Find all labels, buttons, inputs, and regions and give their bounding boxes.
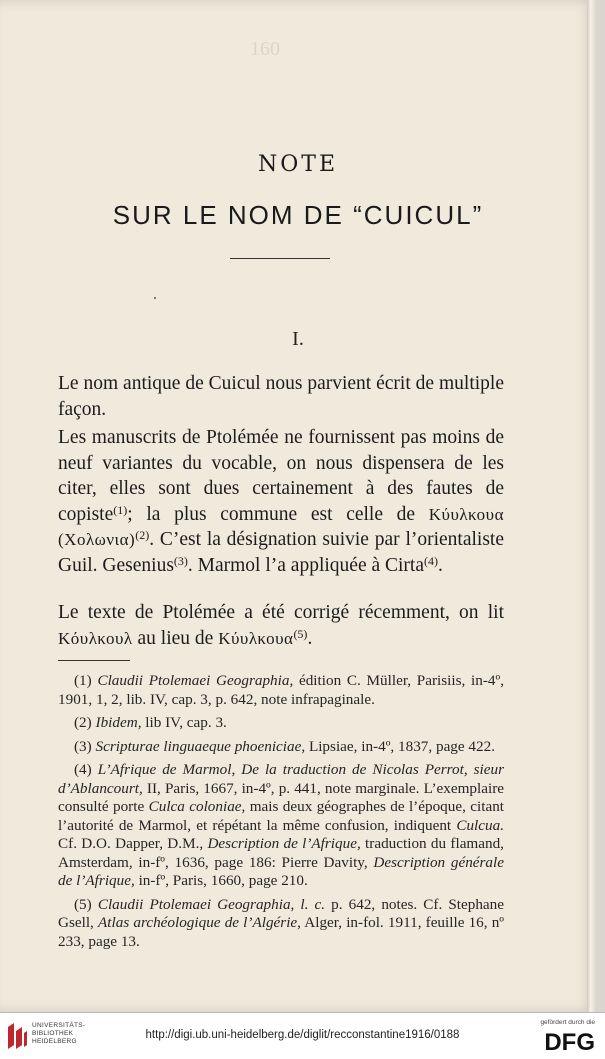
footnote-4-work-4: Description de l’Afrique, (207, 835, 361, 852)
footnote-4-work: L’Afrique de Marmol, De la traduction de Nicolas Perrot, sieur d’Ablancourt, (58, 761, 505, 797)
footnote-1-work: Claudii Ptolemaei Geographia, (97, 672, 294, 689)
footnotes (58, 672, 504, 956)
footnote-4-text-2: mais deux géographes de l’époque, citant l’autorité de Marmol, et répétant la même confusion, indiquent (58, 798, 505, 834)
footnote-4-text-1: II, Paris, 1667, in-4º, p. 441, note marginale. L’exemplaire consulté porte (58, 779, 504, 815)
footnote-2-text: lib IV, cap. 3. (141, 714, 227, 731)
footnote-4-work-5: Description générale de l’Afrique, (58, 853, 504, 889)
paragraph-1-text: Le nom antique de Cuicul nous parvient écrit de multiple façon. (58, 373, 504, 420)
footnote-1-number: (1) (74, 672, 92, 689)
footnote-4-work-3: Culcua. (456, 816, 504, 834)
p2-text-c: . C’est la désignation suivie par l’orientaliste Guil. Gesenius (58, 529, 504, 576)
footnote-4-number: (4) (74, 761, 92, 778)
bleed-through-text: 160 (250, 38, 280, 60)
source-url-link[interactable]: http://digi.ub.uni-heidelberg.de/diglit/recconstantine1916/0188 (145, 1029, 460, 1041)
footnote-1-text: édition C. Müller, Parisiis, in-4º, 1901, 1, 2, lib. IV, cap. 3, p. 642, note infrapaginale. (58, 672, 505, 708)
footnote-5 (58, 896, 504, 952)
footnote-5-work: Claudii Ptolemaei Geographia, l. c. (97, 895, 326, 913)
title-divider (230, 258, 330, 259)
library-name: UNIVERSITÄTS- BIBLIOTHEK HEIDELBERG (32, 1022, 86, 1045)
footnote-4-text-4: traduction du flamand, Amsterdam, in-fº, 1636, page 186: Pierre Davity, (58, 835, 504, 871)
p2-text-d: . Marmol l’a appliquée à Cirta (187, 554, 424, 576)
footnote-2-work: Ibidem, (95, 714, 142, 731)
footnote-ref-1[interactable]: (1) (113, 502, 128, 517)
p2-text-a: Les manuscrits de Ptolémée ne fournissent pas moins de neuf variantes du vocable, on nous dispensera de les citer, elles sont dues certainement à des fautes de copiste (58, 427, 504, 525)
footnote-3-work: Scripturae linguaeque phoeniciae, (95, 737, 306, 755)
footnote-ref-2[interactable]: (2) (135, 528, 150, 543)
footnote-3-text: Lipsiae, in-4º, 1837, page 422. (305, 737, 496, 755)
p3-text-a: Le texte de Ptolémée a été corrigé récemment, on lit (58, 602, 504, 623)
viewer-footer (0, 1012, 605, 1059)
page-edge (587, 0, 596, 1012)
section-number: I. (292, 328, 304, 350)
p3-text-b: au lieu de (132, 627, 219, 649)
title-note: NOTE (257, 152, 339, 177)
footnote-4-work-2: Culca coloniae, (148, 798, 246, 815)
footnote-4-text-3: Cf. D.O. Dapper, D.M., (58, 835, 208, 852)
greek-term-3: Κύυλκουα (218, 628, 294, 648)
p2-text-b: ; la plus commune est celle de (127, 503, 429, 525)
p2-text-e: . (438, 554, 443, 576)
footnote-5-number: (5) (74, 895, 92, 913)
footnote-3-number: (3) (74, 737, 92, 755)
p3-text-c: . (307, 627, 313, 649)
footnote-4-text-5: in-fº, Paris, 1660, page 210. (134, 872, 308, 889)
footnote-ref-5[interactable]: (5) (293, 626, 308, 641)
title-subject: SUR LE NOM DE “CUICUL” (112, 200, 484, 230)
paragraph-2 (58, 425, 504, 579)
speck (154, 297, 156, 299)
greek-term-2: Κόυλκουλ (58, 628, 133, 648)
footnote-5-work-2: Atlas archéologique de l’Algérie, (98, 914, 301, 931)
paragraph-3 (58, 600, 504, 651)
funded-by-label: gefördert durch die (540, 1019, 595, 1026)
footnote-2 (58, 714, 504, 733)
footnote-2-number: (2) (74, 714, 92, 731)
footnote-divider (58, 660, 130, 661)
dfg-logo[interactable]: DFG (544, 1029, 595, 1056)
footnote-3 (58, 738, 504, 757)
footnote-1 (58, 672, 504, 709)
paragraph-1 (58, 371, 504, 422)
footnote-4 (58, 761, 504, 891)
footnote-5-text-1: p. 642, notes. Cf. Stephane Gsell, (58, 895, 505, 931)
greek-term-1: Κύυλκουα (Χολωνια) (58, 504, 504, 550)
footnote-ref-4[interactable]: (4) (424, 553, 438, 568)
footnote-ref-3[interactable]: (3) (173, 553, 188, 568)
footnote-5-text-2: Alger, in-fol. 1911, feuille 16, nº 233, page 13. (58, 914, 505, 950)
